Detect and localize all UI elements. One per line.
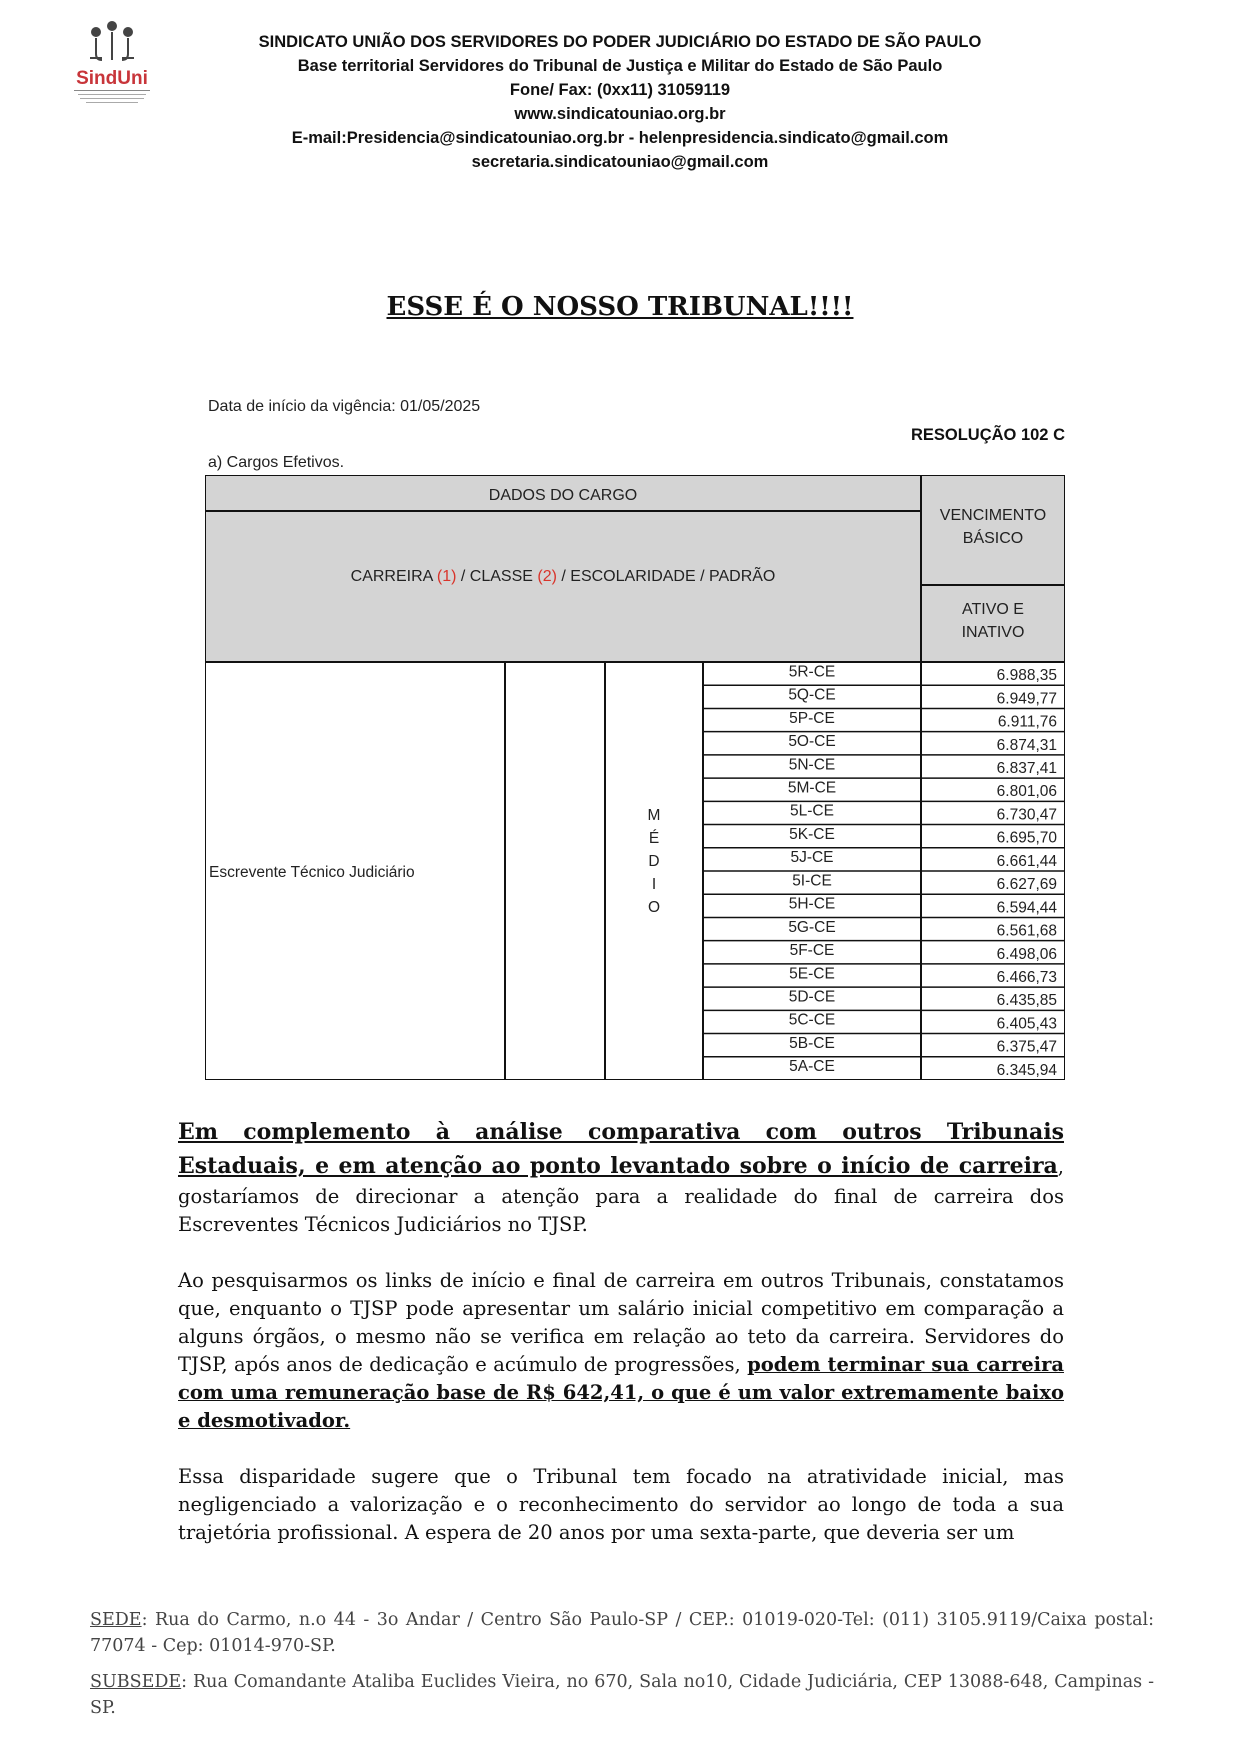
- padrao-cell: 5R-CE: [788, 663, 836, 681]
- sede-address: : Rua do Carmo, n.o 44 - 3o Andar / Centro São Paulo-SP / CEP.: 01019-020-Tel: (011) 3105.9119/Caixa postal: 77074 - Cep: 01014-970-SP.: [90, 1610, 1154, 1656]
- vencimento-line2: BÁSICO: [962, 530, 1024, 547]
- vencimento-line1: VENCIMENTO: [939, 507, 1047, 524]
- resolucao-label: RESOLUÇÃO 102 C: [910, 426, 1065, 444]
- valor-cell: 6.730,47: [996, 806, 1057, 824]
- padrao-cell: 5O-CE: [788, 733, 836, 751]
- valor-cell: 6.911,76: [997, 713, 1057, 731]
- org-phone: Fone/ Fax: (0xx11) 31059119: [509, 81, 731, 99]
- carreira-header-text: CARREIRA (1) / CLASSE (2) / ESCOLARIDADE / PADRÃO: [350, 568, 776, 585]
- paragraph-2-emphasis: podem terminar sua carreira com uma remuneração base de R$ 642,41, o que é um valor extremamente baixo e desmotivador.: [178, 1353, 1064, 1432]
- valor-cell: 6.375,47: [996, 1038, 1057, 1056]
- escolaridade-letter: M: [647, 807, 661, 824]
- letterhead: [240, 30, 1000, 174]
- escolaridade-letter: D: [648, 853, 660, 870]
- valor-cell: 6.661,44: [996, 852, 1057, 870]
- subsede-address: : Rua Comandante Ataliba Euclides Vieira, no 670, Sala no10, Cidade Judiciária, CEP 13088-648, Campinas - SP.: [90, 1672, 1154, 1718]
- padrao-cell: 5H-CE: [788, 895, 836, 913]
- body-text: [178, 1115, 1064, 1575]
- padrao-cell: 5M-CE: [787, 779, 837, 797]
- paragraph-1: [178, 1115, 1064, 1239]
- valor-cell: 6.801,06: [996, 783, 1057, 801]
- cargos-label: a) Cargos Efetivos.: [208, 454, 345, 471]
- padrao-cell: 5F-CE: [789, 942, 835, 960]
- valor-cell: 6.466,73: [996, 969, 1057, 987]
- org-email-2[interactable]: secretaria.sindicatouniao@gmail.com: [471, 153, 769, 171]
- valor-cell: 6.949,77: [996, 690, 1057, 708]
- valor-cell: 6.435,85: [996, 992, 1057, 1010]
- padrao-cell: 5J-CE: [790, 849, 834, 867]
- padrao-cell: 5L-CE: [790, 802, 834, 820]
- padrao-cell: 5C-CE: [788, 1011, 836, 1029]
- svg-text:SindUni: SindUni: [76, 68, 148, 89]
- subsede-label: SUBSEDE: [90, 1672, 182, 1692]
- escolaridade-letter: É: [648, 830, 660, 847]
- padrao-cell: 5A-CE: [789, 1058, 835, 1076]
- valor-cell: 6.627,69: [996, 876, 1057, 894]
- org-website[interactable]: www.sindicatouniao.org.br: [514, 105, 726, 123]
- valor-cell: 6.561,68: [996, 922, 1057, 940]
- valor-cell: 6.988,35: [996, 667, 1057, 685]
- valor-cell: 6.695,70: [996, 829, 1057, 847]
- ativo-line1: ATIVO E: [962, 601, 1024, 618]
- dados-header-text: DADOS DO CARGO: [488, 487, 638, 504]
- paragraph-1-lead: Em complemento à análise comparativa com outros Tribunais Estaduais, e em atenção ao ponto levantado sobre o início de carreira: [178, 1119, 1064, 1179]
- org-email[interactable]: E-mail:Presidencia@sindicatouniao.org.br - helenpresidencia.sindicato@gmail.com: [291, 129, 949, 147]
- valor-cell: 6.874,31: [996, 736, 1057, 754]
- padrao-cell: 5Q-CE: [788, 686, 836, 704]
- cargo-name: Escrevente Técnico Judiciário: [209, 864, 415, 881]
- padrao-cell: 5G-CE: [788, 918, 836, 936]
- valor-cell: 6.498,06: [996, 945, 1057, 963]
- footer-subsede: [90, 1669, 1154, 1721]
- paragraph-1-rest: , gostaríamos de direcionar a atenção para a realidade do final de carreira dos Escreventes Técnicos Judiciários no TJSP.: [178, 1155, 1064, 1236]
- padrao-cell: 5P-CE: [789, 709, 835, 727]
- sinduni-logo-icon: [66, 18, 158, 110]
- valor-cell: 6.594,44: [996, 899, 1057, 917]
- paragraph-2: [178, 1267, 1064, 1435]
- paragraph-2-text: Ao pesquisarmos os links de início e final de carreira em outros Tribunais, constatamos que, enquanto o TJSP pode apresentar um salário inicial competitivo em comparação a alguns órgãos, o mesmo não se verifica em relação ao teto da carreira. Servidores do TJSP, após anos de dedicação e acúmulo de progressões,: [178, 1269, 1064, 1376]
- valor-cell: 6.405,43: [996, 1015, 1057, 1033]
- salary-table: [205, 475, 1065, 1080]
- padrao-cell: 5I-CE: [792, 872, 832, 890]
- org-name: SINDICATO UNIÃO DOS SERVIDORES DO PODER JUDICIÁRIO DO ESTADO DE SÃO PAULO: [258, 33, 982, 51]
- footer-sede: [90, 1607, 1154, 1659]
- padrao-cell: 5D-CE: [788, 988, 836, 1006]
- org-base: Base territorial Servidores do Tribunal de Justiça e Militar do Estado de São Paulo: [297, 57, 943, 75]
- footer: [90, 1607, 1154, 1731]
- escolaridade-letter: O: [647, 899, 661, 916]
- escolaridade-letter: I: [651, 876, 657, 893]
- valor-cell: 6.837,41: [996, 760, 1057, 778]
- padrao-cell: 5K-CE: [789, 825, 835, 843]
- paragraph-3: Essa disparidade sugere que o Tribunal tem focado na atratividade inicial, mas negligenciado a valorização e o reconhecimento do servidor ao longo de toda a sua trajetória profissional. A espera de 20 anos por uma sexta-parte, que deveria ser um: [178, 1465, 1064, 1544]
- valor-cell: 6.345,94: [996, 1061, 1057, 1079]
- padrao-cell: 5N-CE: [788, 756, 836, 774]
- padrao-cell: 5E-CE: [789, 965, 835, 983]
- ativo-line2: INATIVO: [961, 624, 1025, 641]
- page-title: ESSE É O NOSSO TRIBUNAL!!!!: [386, 292, 854, 322]
- vigencia-label: Data de início da vigência: 01/05/2025: [208, 398, 481, 415]
- sede-label: SEDE: [90, 1610, 142, 1630]
- padrao-cell: 5B-CE: [789, 1034, 835, 1052]
- sinduni-logo: [66, 18, 158, 110]
